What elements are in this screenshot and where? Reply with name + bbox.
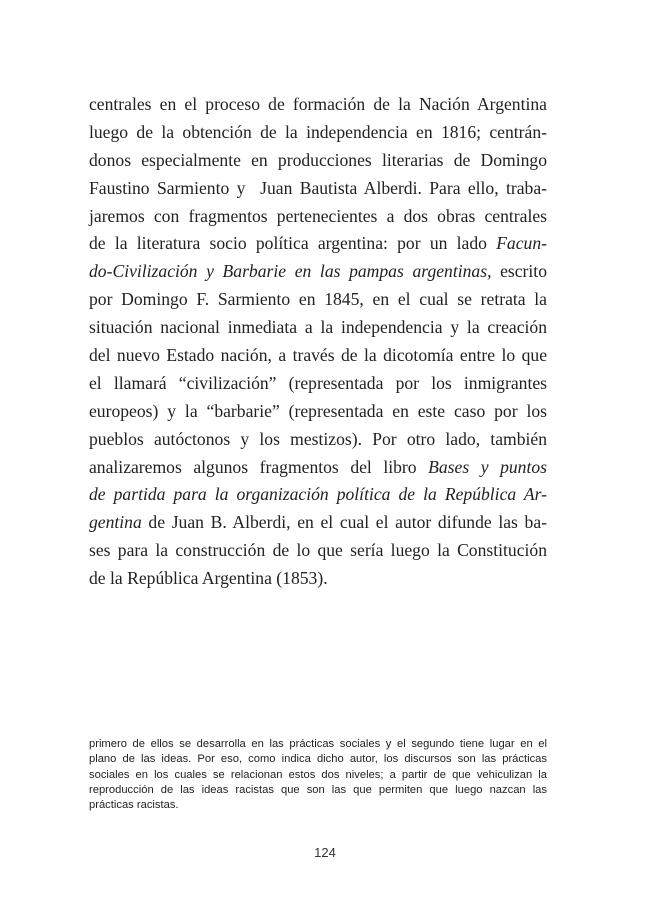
text-line bbox=[89, 426, 547, 454]
italic-title-text: gentina bbox=[89, 512, 142, 533]
text-line bbox=[89, 342, 547, 370]
text-segment: escrito bbox=[491, 261, 547, 282]
text-line-content bbox=[89, 91, 547, 119]
footnote-line-text: primero de ellos se desarrolla en las prácticas sociales y el segundo tiene lugar en el bbox=[89, 738, 547, 750]
text-line-content bbox=[89, 175, 547, 203]
body-paragraph bbox=[89, 91, 547, 593]
text-line-content bbox=[89, 147, 547, 175]
text-line bbox=[89, 258, 547, 286]
footnote-line-text: plano de las ideas. Por eso, como indica dicho autor, los discursos son las prácticas bbox=[89, 753, 547, 766]
text-segment: ses para la construcción de lo que sería luego la Constitución bbox=[89, 540, 547, 561]
italic-title-text: Bases y puntos bbox=[428, 456, 547, 477]
text-segment: jaremos con fragmentos pertenecientes a dos obras centrales bbox=[89, 205, 547, 226]
text-line bbox=[89, 537, 547, 565]
text-line-content bbox=[89, 203, 547, 231]
footnote bbox=[89, 737, 547, 813]
text-line bbox=[89, 147, 547, 175]
text-segment: europeos) y la “barbarie” (representada en este caso por los bbox=[89, 400, 547, 421]
text-line bbox=[89, 230, 547, 258]
text-line-content bbox=[89, 454, 547, 482]
footnote-line bbox=[89, 752, 547, 767]
text-segment: donos especialmente en producciones literarias de Domingo bbox=[89, 149, 547, 170]
text-line bbox=[89, 119, 547, 147]
text-line bbox=[89, 314, 547, 342]
footnote-line-text: sociales en los cuales se relacionan estos dos niveles; a partir de que vehiculizan la bbox=[89, 768, 547, 781]
text-line bbox=[89, 203, 547, 231]
text-segment: Faustino Sarmiento y Juan Bautista Alberdi. Para ello, traba- bbox=[89, 177, 547, 198]
italic-title-text: Facun- bbox=[496, 233, 547, 254]
text-segment: de la literatura socio política argentina: por un lado bbox=[89, 233, 497, 254]
text-line bbox=[89, 91, 547, 119]
footnote-line-text: reproducción de las ideas racistas que son las que permiten que luego nazcan las bbox=[89, 783, 547, 796]
text-segment: luego de la obtención de la independencia en 1816; centrán- bbox=[89, 121, 547, 142]
text-segment: analizaremos algunos fragmentos del libro bbox=[89, 456, 429, 477]
text-segment: el llamará “civilización” (representada por los inmigrantes bbox=[89, 372, 547, 393]
text-segment: de la República Argentina (1853). bbox=[89, 568, 328, 589]
text-segment: pueblos autóctonos y los mestizos). Por otro lado, también bbox=[89, 428, 547, 449]
text-segment: centrales en el proceso de formación de la Nación Argentina bbox=[89, 94, 547, 114]
italic-title-text: do-Civilización y Barbarie en las pampas argentinas, bbox=[89, 261, 492, 282]
footnote-line bbox=[89, 783, 547, 798]
text-line bbox=[89, 454, 547, 482]
footnote-line bbox=[89, 737, 547, 752]
text-line-content bbox=[89, 426, 547, 454]
text-line bbox=[89, 286, 547, 314]
text-line-content bbox=[89, 230, 547, 258]
text-line bbox=[89, 175, 547, 203]
text-line-content bbox=[89, 481, 547, 509]
text-line-content bbox=[89, 565, 547, 593]
italic-title-text: de partida para la organización política de la República Ar- bbox=[89, 484, 547, 505]
text-segment: por Domingo F. Sarmiento en 1845, en el cual se retrata la bbox=[89, 289, 547, 310]
text-line-content bbox=[89, 398, 547, 426]
text-segment: situación nacional inmediata a la independencia y la creación bbox=[89, 317, 547, 338]
text-line bbox=[89, 509, 547, 537]
text-segment: de Juan B. Alberdi, en el cual el autor difunde las ba- bbox=[141, 512, 547, 533]
footnote-line bbox=[89, 798, 547, 813]
text-line-content bbox=[89, 258, 547, 286]
text-line-content bbox=[89, 509, 547, 537]
text-line-content bbox=[89, 286, 547, 314]
text-line bbox=[89, 370, 547, 398]
text-line-content bbox=[89, 370, 547, 398]
text-line bbox=[89, 481, 547, 509]
text-line-content bbox=[89, 537, 547, 565]
text-line-content bbox=[89, 342, 547, 370]
page-number: 124 bbox=[314, 845, 336, 860]
footnote-line-text: prácticas racistas. bbox=[89, 799, 179, 812]
text-line bbox=[89, 398, 547, 426]
text-line-content bbox=[89, 119, 547, 147]
text-segment: del nuevo Estado nación, a través de la dicotomía entre lo que bbox=[89, 345, 547, 366]
text-line-content bbox=[89, 314, 547, 342]
footnote-line bbox=[89, 768, 547, 783]
text-line bbox=[89, 565, 547, 593]
